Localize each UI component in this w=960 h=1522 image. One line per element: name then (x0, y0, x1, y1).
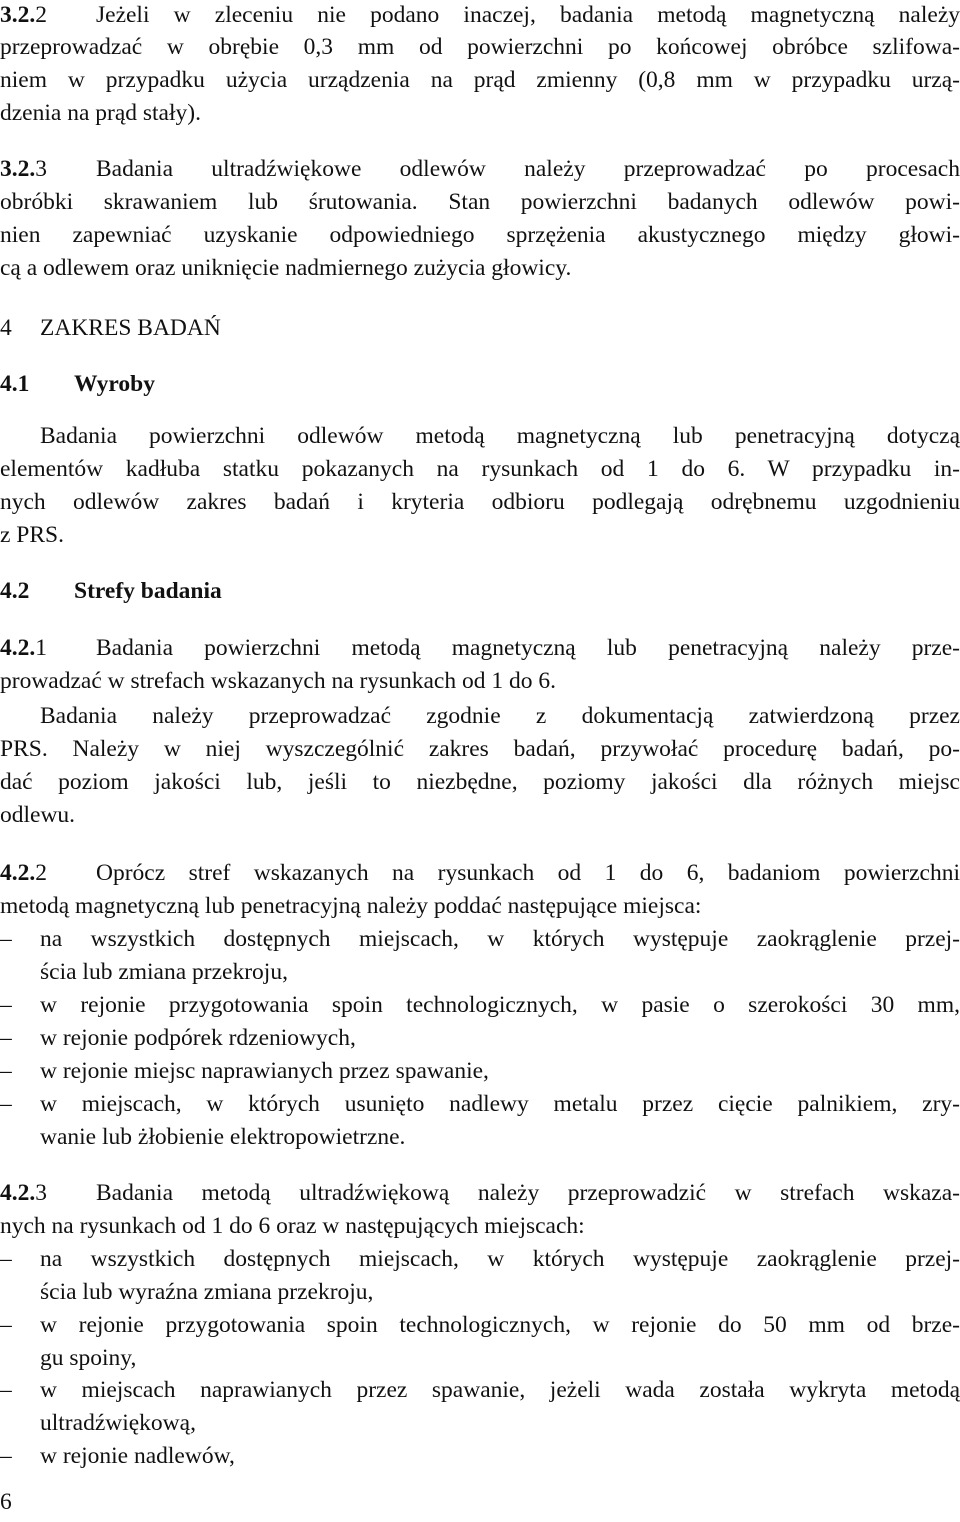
list-item: – w rejonie miejsc naprawianych przez spawanie, (0, 1055, 960, 1088)
section-heading-4-2: 4.2 Strefy badania (0, 578, 222, 604)
list-item: – w miejscach, w których usunięto nadlewy metalu przez cięcie palnikiem, zry- (0, 1088, 960, 1121)
paragraph-4-2-1-line-6: odlewu. (0, 802, 76, 828)
paragraph-3-2-3-line-1: 3.2.3 Badania ultradźwiękowe odlewów należy przeprowadzać po procesach (0, 153, 960, 186)
list-item-continuation: ścia lub zmiana przekroju, (40, 959, 288, 985)
clause-number-4-2-1: 4.2.1 (0, 635, 47, 661)
list-item: – na wszystkich dostępnych miejscach, w których występuje zaokrąglenie przej- (0, 923, 960, 956)
paragraph-3-2-2-line-1: 3.2.2 Jeżeli w zleceniu nie podano inaczej, badania metodą magnetyczną należy (0, 0, 960, 32)
list-item: – w miejscach naprawianych przez spawanie, jeżeli wada została wykryta metodą (0, 1374, 960, 1407)
paragraph-4-2-1-line-5: dać poziom jakości lub, jeśli to niezbędne, poziomy jakości dla różnych miejsc (0, 769, 960, 795)
paragraph-4-2-1-line-3: Badania należy przeprowadzać zgodnie z dokumentacją zatwierdzoną przez (40, 703, 960, 729)
dash-bullet: – (0, 1312, 12, 1338)
list-item: – w rejonie przygotowania spoin technologicznych, w pasie o szerokości 30 mm, (0, 989, 960, 1022)
dash-bullet: – (0, 992, 12, 1018)
paragraph-3-2-2-line-3: niem w przypadku użycia urządzenia na prąd zmienny (0,8 mm w przypadku urzą- (0, 67, 960, 93)
paragraph-4-2-1-line-4: PRS. Należy w niej wyszczególnić zakres badań, przywołać procedurę badań, po- (0, 736, 960, 762)
paragraph-4-2-1-line-1: 4.2.1 Badania powierzchni metodą magnetyczną lub penetracyjną należy prze- (0, 632, 960, 665)
list-item: – w rejonie podpórek rdzeniowych, (0, 1022, 960, 1055)
section-heading-4-1: 4.1 Wyroby (0, 371, 155, 397)
paragraph-4-2-3-line-1: 4.2.3 Badania metodą ultradźwiękową należy przeprowadzić w strefach wskaza- (0, 1177, 960, 1210)
paragraph-4-1-line-2: elementów kadłuba statku pokazanych na rysunkach od 1 do 6. W przypadku in- (0, 456, 960, 482)
paragraph-4-1-line-1: Badania powierzchni odlewów metodą magnetyczną lub penetracyjną dotyczą (40, 423, 960, 449)
dash-bullet: – (0, 926, 12, 952)
list-item: – w rejonie przygotowania spoin technologicznych, w rejonie do 50 mm od brze- (0, 1309, 960, 1342)
page-number: 6 (0, 1489, 12, 1515)
list-item-continuation: gu spoiny, (40, 1345, 137, 1371)
list-item: – w rejonie nadlewów, (0, 1440, 960, 1473)
paragraph-4-2-3-line-2: nych na rysunkach od 1 do 6 oraz w następujących miejscach: (0, 1213, 585, 1239)
paragraph-3-2-2-line-4: dzenia na prąd stały). (0, 100, 201, 126)
section-heading-4: 4 ZAKRES BADAŃ (0, 315, 221, 341)
dash-bullet: – (0, 1025, 12, 1051)
dash-bullet: – (0, 1091, 12, 1117)
list-item-continuation: ścia lub wyraźna zmiana przekroju, (40, 1279, 374, 1305)
clause-number-3-2-3: 3.2.3 (0, 156, 47, 182)
clause-number-4-2-2: 4.2.2 (0, 860, 47, 886)
list-item-continuation: ultradźwiękową, (40, 1410, 196, 1436)
list-item: – na wszystkich dostępnych miejscach, w których występuje zaokrąglenie przej- (0, 1243, 960, 1276)
paragraph-3-2-3-line-4: cą a odlewem oraz uniknięcie nadmiernego zużycia głowicy. (0, 255, 572, 281)
clause-number-4-2-3: 4.2.3 (0, 1180, 47, 1206)
dash-bullet: – (0, 1377, 12, 1403)
paragraph-3-2-3-line-2: obróbki skrawaniem lub śrutowania. Stan powierzchni badanych odlewów powi- (0, 189, 960, 215)
paragraph-4-1-line-4: z PRS. (0, 522, 64, 548)
paragraph-4-2-2-line-1: 4.2.2 Oprócz stref wskazanych na rysunkach od 1 do 6, badaniom powierzchni (0, 857, 960, 890)
dash-bullet: – (0, 1246, 12, 1272)
paragraph-4-2-1-line-2: prowadzać w strefach wskazanych na rysunkach od 1 do 6. (0, 668, 556, 694)
paragraph-4-1-line-3: nych odlewów zakres badań i kryteria odbioru podlegają odrębnemu uzgodnieniu (0, 489, 960, 515)
dash-bullet: – (0, 1058, 12, 1084)
dash-bullet: – (0, 1443, 12, 1469)
paragraph-3-2-3-line-3: nien zapewniać uzyskanie odpowiedniego sprzężenia akustycznego między głowi- (0, 222, 960, 248)
paragraph-4-2-2-line-2: metodą magnetyczną lub penetracyjną należy poddać następujące miejsca: (0, 893, 702, 919)
list-item-continuation: wanie lub żłobienie elektropowietrzne. (40, 1124, 406, 1150)
clause-number-3-2-2: 3.2.2 (0, 2, 47, 28)
paragraph-3-2-2-line-2: przeprowadzać w obrębie 0,3 mm od powierzchni po końcowej obróbce szlifowa- (0, 34, 960, 60)
